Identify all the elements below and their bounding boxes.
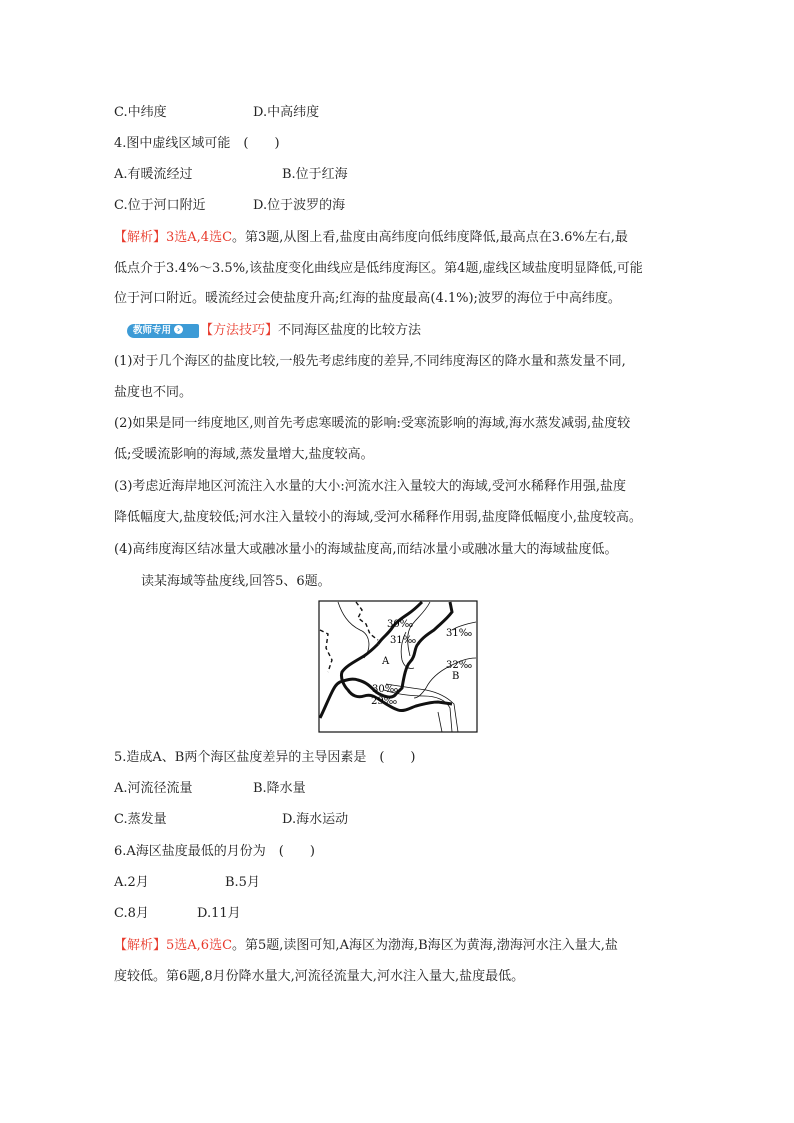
analysis-1-line-1 [114,229,628,247]
q6-option-c: C.8月 [114,906,149,921]
label-31-north: 31‰ [390,635,417,646]
arrow-circle-icon: › [174,325,183,334]
label-30-north: 30‰ [387,619,414,630]
analysis-answer: 3选A,4选C [166,230,233,245]
analysis-1-line-3: 位于河口附近。暖流经过会使盐度升高;红海的盐度最高(4.1%);波罗的海位于中高纬度。 [114,291,621,306]
q5-option-d: D.海水运动 [282,812,349,827]
q6-stem: 6.A海区盐度最低的月份为 ( ) [114,844,315,859]
q4-option-c: C.位于河口附近 [114,198,206,213]
q4-option-a: A.有暖流经过 [114,167,193,182]
q5-stem: 5.造成A、B两个海区盐度差异的主导因素是 ( ) [114,750,416,765]
isohaline-map [318,600,478,733]
analysis-text: 。第3题,从图上看,盐度由高纬度向低纬度降低,最高点在3.6%左右,最 [232,230,628,245]
analysis-2-line-1 [114,937,618,955]
method-title: 不同海区盐度的比较方法 [278,323,422,338]
analysis-2-text: 。第5题,读图可知,A海区为渤海,B海区为黄海,渤海河水注入量大,盐 [232,938,618,953]
q4-option-d: D.位于波罗的海 [253,198,346,213]
method-tag: 【方法技巧】 [200,323,279,338]
label-32: 32‰ [446,660,473,671]
badge-label: 教师专用 [133,325,172,336]
q6-option-a: A.2月 [114,875,149,890]
area-label-b: B [452,671,460,682]
method-p1-line-1: (1)对于几个海区的盐度比较,一般先考虑纬度的差异,不同纬度海区的降水量和蒸发量不同, [114,354,626,369]
method-heading [200,322,421,340]
method-p2-line-1: (2)如果是同一纬度地区,则首先考虑寒暖流的影响:受寒流影响的海域,海水蒸发减弱,盐度较 [114,416,631,431]
analysis-2-line-2: 度较低。第6题,8月份降水量大,河流径流量大,河水注入量大,盐度最低。 [114,969,525,984]
method-p1-line-2: 盐度也不同。 [114,385,193,400]
label-30-south: 30‰ [372,684,399,695]
label-29-south: 29‰ [371,696,398,707]
analysis-2-tag: 【解析】 [114,938,167,953]
q4-option-b: B.位于红海 [282,167,348,182]
q5-option-c: C.蒸发量 [114,812,167,827]
q3-option-d: D.中高纬度 [253,105,320,120]
method-p4: (4)高纬度海区结冰量大或融冰量小的海域盐度高,而结冰量小或融冰量大的海域盐度低。 [114,542,618,557]
area-label-a: A [382,656,390,667]
map-intro: 读某海域等盐度线,回答5、6题。 [141,574,331,589]
analysis-1-line-2: 低点介于3.4%～3.5%,该盐度变化曲线应是低纬度海区。第4题,虚线区域盐度明显降低,可能 [114,261,643,276]
analysis-tag: 【解析】 [114,230,167,245]
q6-option-b: B.5月 [225,875,260,890]
q6-option-d: D.11月 [197,906,241,921]
method-p3-line-2: 降低幅度大,盐度较低;河水注入量较小的海域,受河水稀释作用弱,盐度降低幅度小,盐度较高。 [114,510,642,525]
label-31-east: 31‰ [446,628,473,639]
q5-option-a: A.河流径流量 [114,781,193,796]
method-p3-line-1: (3)考虑近海岸地区河流注入水量的大小:河流水注入量较大的海域,受河水稀释作用强,盐度 [114,479,627,494]
method-p2-line-2: 低;受暖流影响的海域,蒸发量增大,盐度较高。 [114,447,374,462]
analysis-2-answer: 5选A,6选C [166,938,233,953]
q3-option-c: C.中纬度 [114,105,167,120]
q5-option-b: B.降水量 [253,781,306,796]
teacher-only-badge [127,324,199,338]
q4-stem: 4.图中虚线区域可能 ( ) [114,136,280,151]
